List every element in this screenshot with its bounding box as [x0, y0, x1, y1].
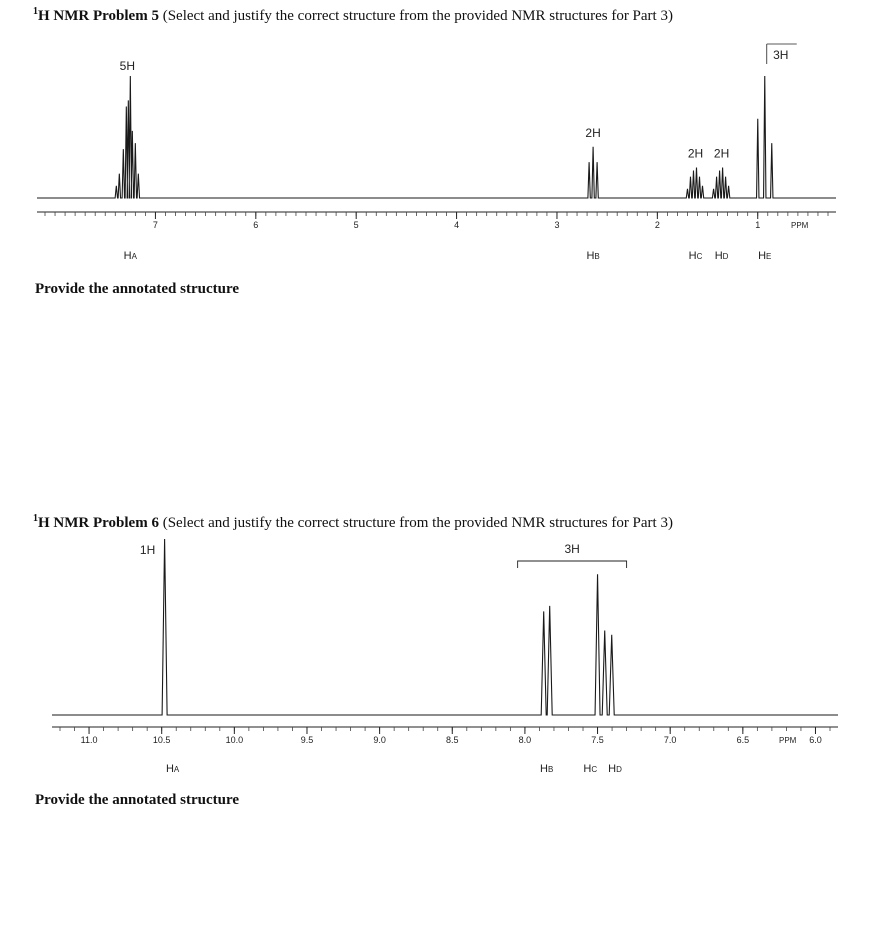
peak-assignment-label: HC	[583, 763, 598, 775]
x-tick-label: 8.0	[518, 735, 532, 745]
x-tick-label: 4	[454, 220, 460, 230]
x-tick-label: 8.5	[446, 735, 459, 745]
x-tick-label: 7.5	[591, 735, 604, 745]
peak-assignment-label: HA	[165, 763, 180, 775]
x-tick-label: 7	[152, 220, 158, 230]
nmr-spectrum-problem6	[0, 530, 872, 790]
peak-assignment-label: HC	[688, 250, 703, 262]
x-axis-label: PPM	[791, 221, 809, 230]
x-axis-label: PPM	[779, 736, 797, 745]
x-tick-label: 6.5	[736, 735, 750, 745]
problem5-title: $^1$H NMR Problem 5 (Select and justify the correct structure from the provided NMR structures for Part 3)	[33, 6, 673, 24]
x-tick-label: 9.5	[300, 735, 314, 745]
x-tick-label: 10.5	[152, 735, 171, 745]
integration-label: 2H	[585, 125, 601, 140]
peak-assignment-label: HA	[123, 250, 137, 262]
x-tick-label: 5	[353, 220, 359, 230]
integration-label: 2H	[713, 146, 730, 161]
peak-assignment-label: HE	[758, 250, 772, 262]
provide-structure-problem6: Provide the annotated structure	[35, 792, 240, 808]
integration-label: 5H	[119, 59, 135, 73]
x-tick-label: 6.0	[809, 735, 822, 745]
spectrum-trace	[52, 539, 838, 715]
integration-label: 1H	[139, 543, 156, 557]
x-tick-label: 6	[253, 220, 259, 230]
spectrum-trace	[37, 76, 836, 198]
x-tick-label: 2	[654, 220, 660, 230]
x-tick-label: 9.0	[373, 735, 386, 745]
integration-label: 3H	[773, 48, 789, 62]
x-tick-label: 3	[554, 220, 560, 230]
x-tick-label: 11.0	[80, 735, 98, 745]
peak-assignment-label: HB	[540, 763, 554, 775]
integration-label: 3H	[564, 542, 580, 556]
peak-assignment-label: HD	[608, 763, 622, 775]
problem6-title: $^1$H NMR Problem 6 (Select and justify the correct structure from the provided NMR structures for Part 3)	[33, 513, 673, 531]
x-tick-label: 10.0	[225, 735, 244, 745]
integration-label: 2H	[687, 146, 704, 161]
peak-assignment-label: HB	[586, 250, 600, 262]
x-tick-label: 7.0	[663, 735, 677, 745]
provide-structure-problem5: Provide the annotated structure	[35, 281, 240, 297]
nmr-spectrum-problem5	[0, 20, 872, 290]
integration-bracket	[518, 561, 627, 568]
peak-assignment-label: HD	[714, 250, 729, 262]
x-tick-label: 1	[755, 220, 761, 230]
